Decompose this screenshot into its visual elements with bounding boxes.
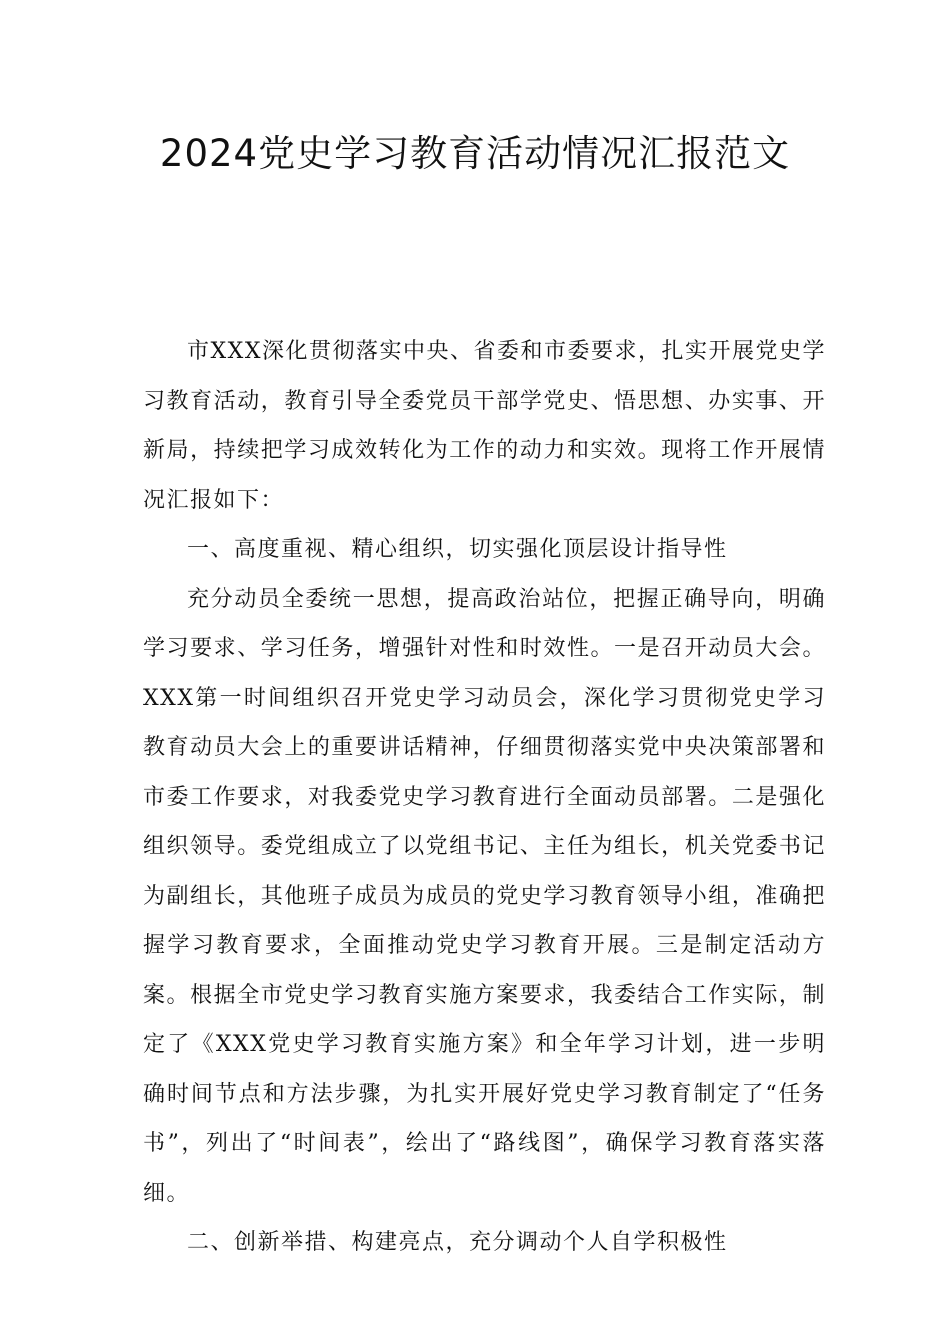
section-1-paragraph: 充分动员全委统一思想，提高政治站位，把握正确导向，明确学习要求、学习任务，增强针对性和时效性。一是召开动员大会。XXX第一时间组织召开党史学习动员会，深化学习贯彻党史学习教育动员大会上的重要讲话精神，仔细贯彻落实党中央决策部署和市委工作要求，对我委党史学习教育进行全面动员部署。二是强化组织领导。委党组成立了以党组书记、主任为组长，机关党委书记为副组长，其他班子成员为成员的党史学习教育领导小组，准确把握学习教育要求，全面推动党史学习教育开展。三是制定活动方案。根据全市党史学习教育实施方案要求，我委结合工作实际，制定了《XXX党史学习教育实施方案》和全年学习计划，进一步明确时间节点和方法步骤，为扎实开展好党史学习教育制定了“任务书”，列出了“时间表”，绘出了“路线图”，确保学习教育落实落细。 xyxy=(143,586,826,1206)
document-body xyxy=(143,327,826,1268)
document-title: 2024党史学习教育活动情况汇报范文 xyxy=(159,132,791,175)
intro-paragraph: 市XXX深化贯彻落实中央、省委和市委要求，扎实开展党史学习教育活动，教育引导全委党员干部学党史、悟思想、办实事、开新局，持续把学习成效转化为工作的动力和实效。现将工作开展情况汇报如下： xyxy=(143,339,826,513)
section-heading-1: 一、高度重视、精心组织，切实强化顶层设计指导性 xyxy=(187,537,728,562)
section-heading-2: 二、创新举措、构建亮点，充分调动个人自学积极性 xyxy=(187,1230,728,1255)
